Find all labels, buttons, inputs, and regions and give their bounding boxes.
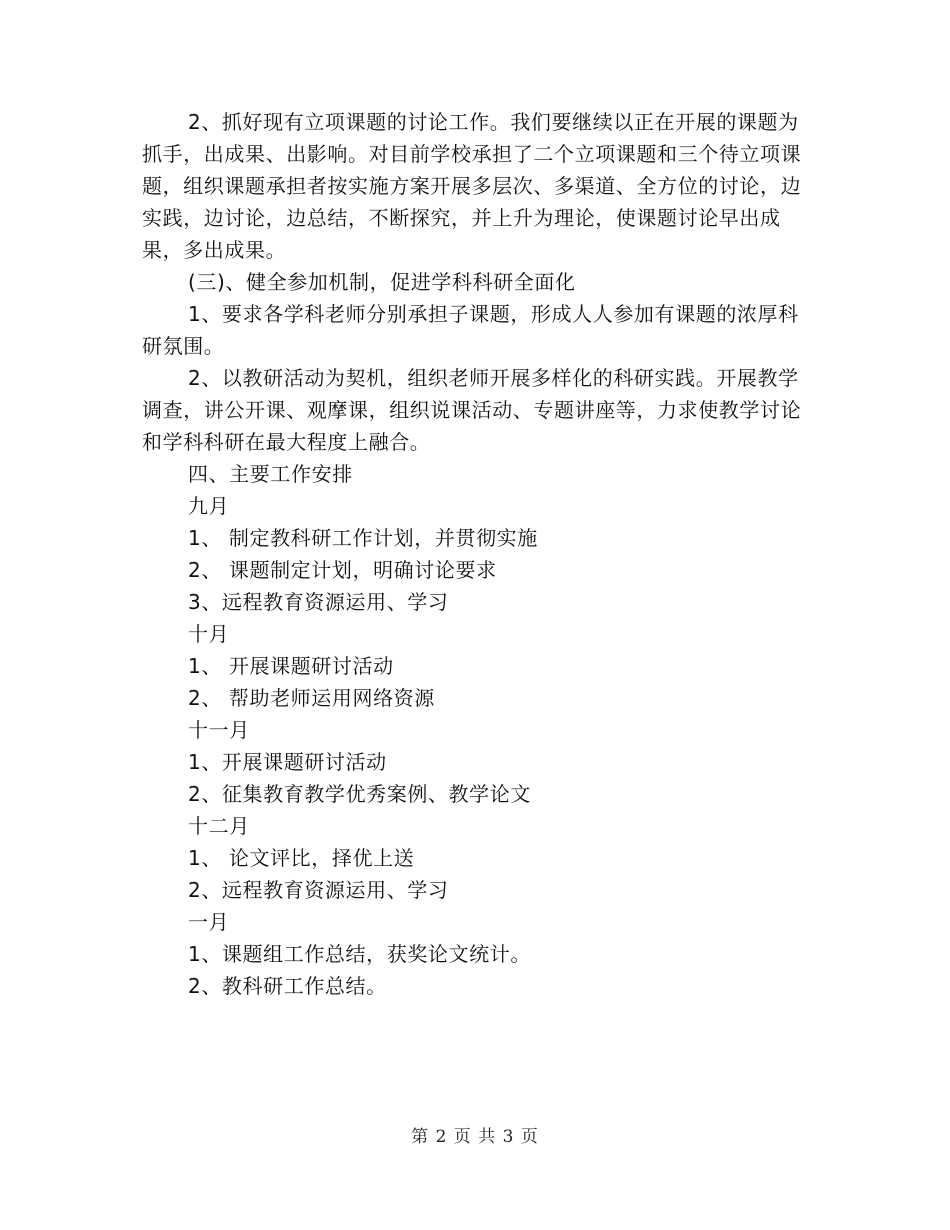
list-item: 1、 开展课题研讨活动 bbox=[188, 654, 394, 678]
month-heading-november: 十一月 bbox=[188, 718, 250, 742]
list-item: 1、 论文评比，择优上送 bbox=[188, 846, 415, 870]
month-heading-january: 一月 bbox=[188, 910, 230, 934]
month-heading-december: 十二月 bbox=[188, 814, 250, 838]
month-heading-october: 十月 bbox=[188, 622, 230, 646]
paragraph-teaching-activities: 2、以教研活动为契机，组织老师开展多样化的科研实践。开展教学调查，讲公开课、观摩课，组织说课活动、专题讲座等，力求使教学讨论和学科科研在最大程度上融合。 bbox=[142, 366, 802, 454]
month-heading-september: 九月 bbox=[188, 494, 230, 518]
paragraph-research-topics: 2、抓好现有立项课题的讨论工作。我们要继续以正在开展的课题为抓手，出成果、出影响。对目前学校承担了二个立项课题和三个待立项课题，组织课题承担者按实施方案开展多层次、多渠道、全方位的讨论，边实践，边讨论，边总结，不断探究，并上升为理论，使课题讨论早出成果，多出成果。 bbox=[142, 110, 802, 262]
list-item: 1、 制定教科研工作计划，并贯彻实施 bbox=[188, 526, 538, 550]
list-item: 2、远程教育资源运用、学习 bbox=[188, 878, 449, 902]
paragraph-sub-topics: 1、要求各学科老师分别承担子课题，形成人人参加有课题的浓厚科研氛围。 bbox=[142, 302, 799, 358]
document-body bbox=[142, 106, 810, 1002]
list-item: 2、征集教育教学优秀案例、教学论文 bbox=[188, 782, 531, 806]
list-item: 2、教科研工作总结。 bbox=[188, 974, 387, 998]
page-number-footer: 第 2 页 共 3 页 bbox=[411, 1127, 539, 1147]
schedule-heading: 四、主要工作安排 bbox=[188, 462, 353, 486]
list-item: 3、远程教育资源运用、学习 bbox=[188, 590, 449, 614]
list-item: 2、 帮助老师运用网络资源 bbox=[188, 686, 435, 710]
section-heading-participation: (三)、健全参加机制，促进学科科研全面化 bbox=[188, 270, 576, 294]
list-item: 1、开展课题研讨活动 bbox=[188, 750, 387, 774]
list-item: 1、课题组工作总结，获奖论文统计。 bbox=[188, 942, 531, 966]
list-item: 2、 课题制定计划，明确讨论要求 bbox=[188, 558, 497, 582]
